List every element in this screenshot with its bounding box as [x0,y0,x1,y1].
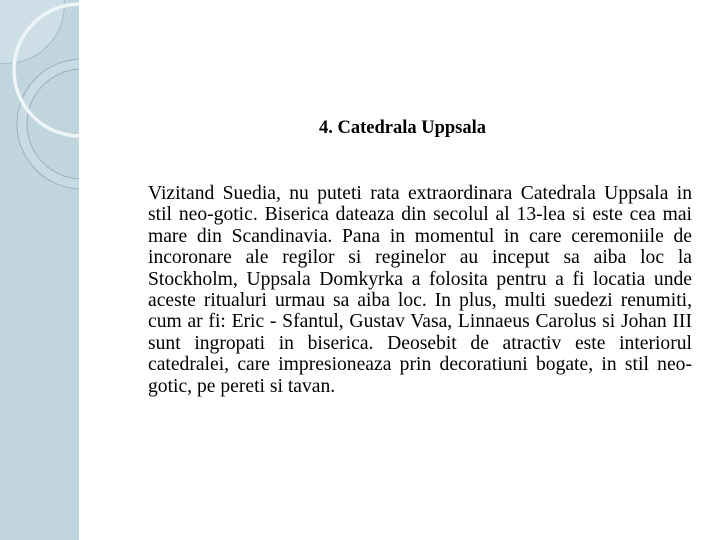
slide-title: 4. Catedrala Uppsala [318,118,487,138]
decorative-sidebar [0,0,79,540]
decorative-circles-icon [0,0,79,540]
body-paragraph: Vizitand Suedia, nu puteti rata extraordinara Catedrala Uppsala in stil neo-gotic. Biserica dateaza din secolul al 13-lea si este cea mai mare din Scandinavia. Pana in momentul in care ceremoniile de incoronare ale regilor si reginelor au inceput sa aiba loc la Stockholm, Uppsala Domkyrka a folosita pentru a fi locatia unde aceste ritualuri urmau sa aiba loc. In plus, multi suedezi renumiti, cum ar fi: Eric - Sfantul, Gustav Vasa, Linnaeus Carolus si Johan III sunt ingropati in biserica. Deosebit de atractiv este interiorul catedralei, care impresioneaza prin decoratiuni bogate, in stil neo-gotic, pe pereti si tavan. [148,183,692,397]
